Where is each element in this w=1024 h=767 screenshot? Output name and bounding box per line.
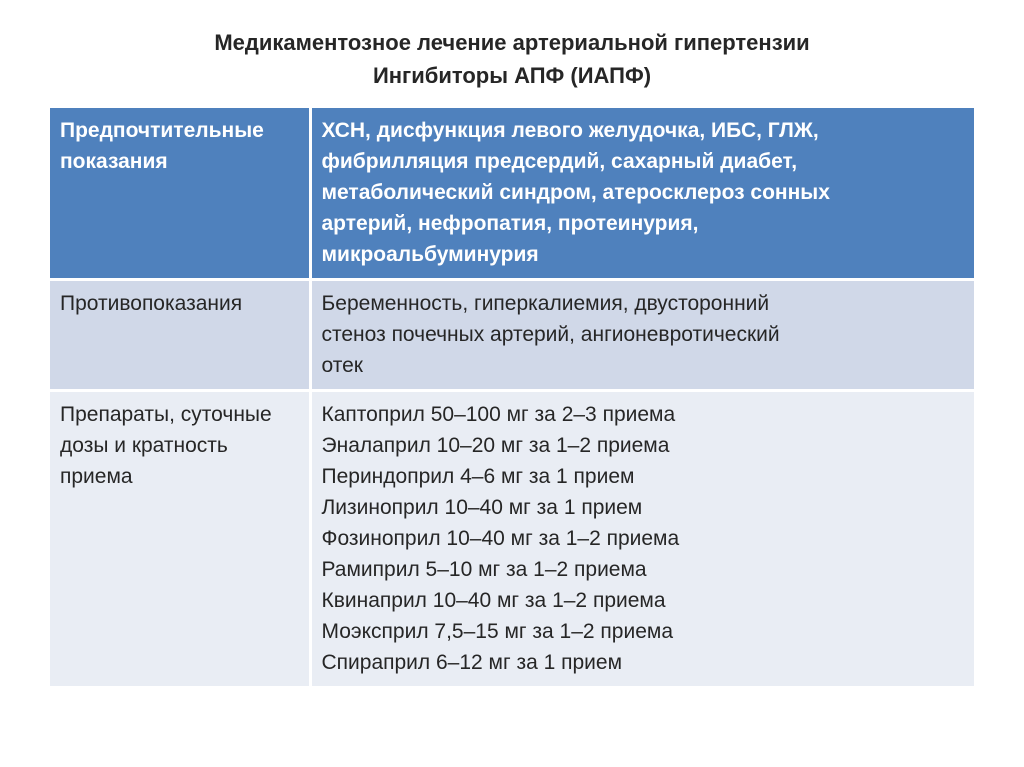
drug-dose-line: Фозиноприл 10–40 мг за 1–2 приема (321, 527, 680, 550)
content-line: ХСН, дисфункция левого желудочка, ИБС, ГЛЖ, (321, 119, 819, 142)
content-line: фибрилляция предсердий, сахарный диабет, (321, 150, 798, 173)
row-content-indications (310, 108, 974, 280)
drug-dose-line: Рамиприл 5–10 мг за 1–2 приема (321, 558, 647, 581)
drug-dose-line: Каптоприл 50–100 мг за 2–3 приема (321, 403, 676, 426)
drug-dose-line: Лизиноприл 10–40 мг за 1 прием (321, 496, 643, 519)
content-line: метаболический синдром, атеросклероз сонных (321, 181, 830, 204)
drug-dose-line: Периндоприл 4–6 мг за 1 прием (321, 465, 635, 488)
row-label-drugs (50, 391, 310, 688)
drug-dose-line: Эналаприл 10–20 мг за 1–2 приема (321, 434, 670, 457)
content-line: микроальбуминурия (321, 243, 539, 266)
title-line-1: Медикаментозное лечение артериальной гипертензии (214, 30, 810, 55)
label-line: показания (60, 150, 168, 173)
drug-dose-line: Квинаприл 10–40 мг за 1–2 приема (321, 589, 666, 612)
drug-dose-line: Моэксприл 7,5–15 мг за 1–2 приема (321, 620, 674, 643)
content-line: стеноз почечных артерий, ангионевротический (321, 323, 780, 346)
label-line: дозы и кратность (60, 434, 228, 457)
ace-inhibitors-table (50, 108, 974, 689)
row-content-drugs (310, 391, 974, 688)
slide-title (0, 26, 1024, 92)
drug-dose-line: Спираприл 6–12 мг за 1 прием (321, 651, 623, 674)
title-line-2: Ингибиторы АПФ (ИАПФ) (372, 63, 652, 88)
row-label-indications (50, 108, 310, 280)
label-line: приема (60, 465, 133, 488)
label-line: Противопоказания (60, 292, 243, 315)
row-content-contraindications (310, 280, 974, 391)
row-label-contraindications (50, 280, 310, 391)
label-line: Предпочтительные (60, 119, 264, 142)
table-row-indications (50, 108, 974, 280)
content-line: Беременность, гиперкалиемия, двусторонний (321, 292, 770, 315)
table-row-drugs (50, 391, 974, 688)
label-line: Препараты, суточные (60, 403, 272, 426)
content-line: отек (321, 354, 363, 377)
table-row-contraindications (50, 280, 974, 391)
content-line: артерий, нефропатия, протеинурия, (321, 212, 699, 235)
